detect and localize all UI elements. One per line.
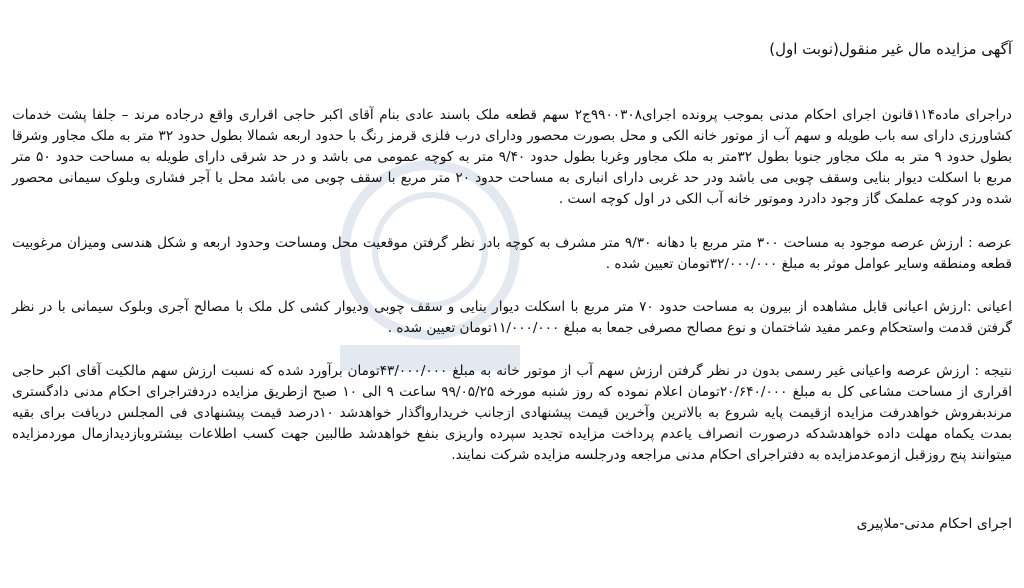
paragraph-result: نتیجه : ارزش عرصه واعیانی غیر رسمی بدون در نظر گرفتن ارزش سهم آب از موتور خانه به مبلغ ۴۳/۰۰۰/۰۰۰تومان برآورد شده که نسبت ارزش سهم مالکیت آقای اکبر حاجی اقراری از مساحت مشاعی کل به مبلغ ۲۰/۶۴۰/۰۰۰تومان اعلام نموده که روز شنبه مورخه ۹۹/۰۵/۲۵ ساعت ۹ الی ۱۰ صبح ازطریق مزایده دردفتراجرای احکام مدنی دادگستری مرندبفروش خواهدرفت مزایده ازقیمت پایه شروع به بالاترین وآخرین قیمت پیشنهادی ازجانب خریدارواگذار خواهدشد ۱۰درصد قیمت پیشنهادی فی المجلس دریافت برای بقیه بمدت یکماه مهلت داده خواهدشدکه درصورت انصراف یاعدم پرداخت مزایده تجدید سپرده واریزی بنفع خواهدشد طالبین جهت کسب اطلاعات بیشتروبازدیدازمال موردمزایده میتوانند پنج روزقبل ازموعدمزایده به دفتراجرای احکام مدنی مراجعه ودرجلسه مزایده شرکت نمایند. xyxy=(12,363,1012,463)
paragraph-land-value: عرصه : ارزش عرصه موجود به مساحت ۳۰۰ متر مربع با دهانه ۹/۳۰ متر مشرف به کوچه بادر نظر گرفتن موقعیت محل ومساحت وحدود اربعه و شکل هندسی ومیزان مرغوبیت قطعه ومنطقه وسایر عوامل موثر به مبلغ ۳۲/۰۰۰/۰۰۰تومان تعیین شده . xyxy=(12,235,1012,272)
paragraph-building-value: اعیانی :ارزش اعیانی قابل مشاهده از بیرون به مساحت حدود ۷۰ متر مربع با اسکلت دیوار بنایی و سقف چوبی ودیوار کشی کل ملک با مصالح آجری وبلوک سیمانی با در نظر گرفتن قدمت واستحکام وعمر مفید شاختمان و نوع مصالح مصرفی جمعا به مبلغ ۱۱/۰۰۰/۰۰۰تومان تعیین شده . xyxy=(12,299,1012,336)
notice-title: آگهی مزایده مال غیر منقول(نوبت اول) xyxy=(769,40,1012,58)
paragraph-description: دراجرای ماده۱۱۴قانون اجرای احکام مدنی بموجب پرونده اجرای۹۹۰۰۳۰۸ج۲ سهم قطعه ملک باسند عادی بنام آقای اکبر حاجی اقراری واقع درجاده مرند – جلفا پشت خدمات کشاورزی دارای سه باب طویله و سهم آب از موتور خانه الکی و محل بصورت محصور ودارای درب فلزی قرمز رنگ با حدود اربعه شمالا بطول حدود ۳۲ متر به ملک مجاور وشرقا بطول حدود ۹ متر به ملک مجاور جنوبا بطول ۳۲متر به ملک مجاور وغربا بطول حدود ۹/۴۰ متر به کوچه عمومی می باشد و در حد شرقی دارای طویله به مساحت حدود ۵۰ متر مربع با اسکلت دیوار بنایی وسقف چوبی می باشد ودر حد غربی دارای انباری به مساحت حدود ۲۰ متر مربع با سقف چوبی می باشد محل با آجر فشاری وبلوک سیمانی محصور شده ودر کوچه عملمک گاز وجود دادرد وموتور خانه آب الکی در اول کوچه است . xyxy=(12,107,1012,207)
signature: اجرای احکام مدنی-ملاپیری xyxy=(856,516,1012,532)
